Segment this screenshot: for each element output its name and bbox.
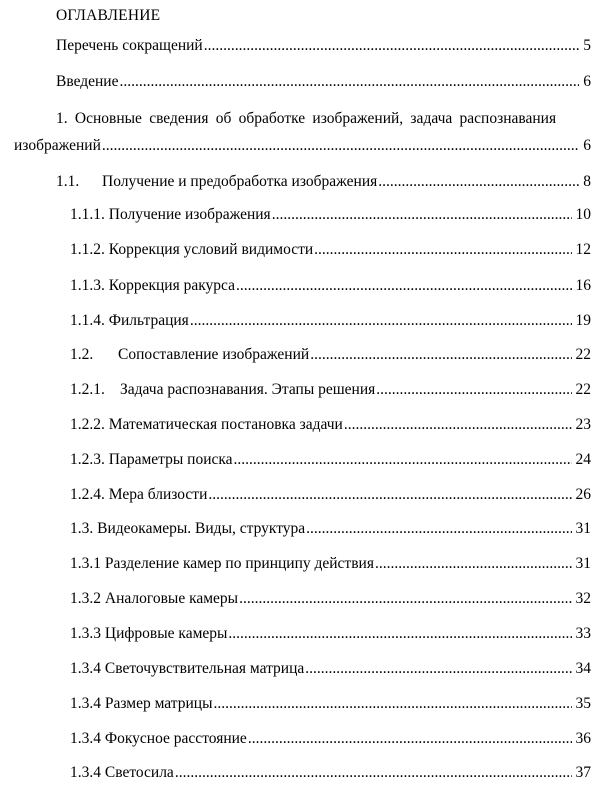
toc-entry-page: 35	[575, 695, 591, 712]
toc-leader-dots	[272, 205, 572, 225]
toc-entry-page: 36	[575, 730, 591, 747]
toc-entry-text: изображений	[14, 137, 101, 154]
toc-leader-dots	[306, 519, 571, 539]
toc-leader-dots	[305, 659, 571, 679]
toc-entry-abbreviations[interactable]	[56, 36, 591, 56]
toc-entry-text: 1.1.4. Фильтрация	[70, 312, 189, 329]
toc-entry-page: 8	[583, 173, 591, 190]
toc-entry-text: Сопоставление изображений	[118, 346, 310, 363]
toc-leader-dots	[314, 240, 571, 260]
toc-entry-page: 22	[575, 381, 591, 398]
toc-entry-text: Перечень сокращений	[56, 37, 203, 54]
toc-entry-page: 6	[583, 137, 591, 154]
page-title: ОГЛАВЛЕНИЕ	[56, 7, 161, 24]
toc-entry-text: 1.3.3 Цифровые камеры	[70, 625, 228, 642]
toc-entry-text: Получение и предобработка изображения	[102, 173, 378, 190]
toc-entry-page: 26	[575, 486, 591, 503]
toc-leader-dots	[190, 311, 572, 331]
toc-entry-page: 12	[575, 241, 591, 258]
toc-entry-1-3-1[interactable]	[70, 554, 591, 574]
toc-entry-page: 24	[575, 451, 591, 468]
toc-entry-text: 1.1.3. Коррекция ракурса	[70, 277, 235, 294]
toc-entry-1-2[interactable]	[70, 345, 591, 365]
toc-entry-text: 1.1.2. Коррекция условий видимости	[70, 241, 314, 258]
toc-entry-page: 32	[575, 590, 591, 607]
toc-entry-page: 6	[583, 73, 591, 90]
toc-leader-dots	[234, 450, 572, 470]
toc-leader-dots	[102, 136, 579, 156]
toc-entry-text: 1.2.3. Параметры поиска	[70, 451, 233, 468]
toc-entry-1-2-3[interactable]	[70, 450, 591, 470]
toc-entry-text: 1.3.4 Светочувствительная матрица	[70, 660, 305, 677]
toc-leader-dots	[214, 694, 572, 714]
toc-entry-page: 37	[575, 764, 591, 781]
toc-entry-chapter-1-line1[interactable]: 1. Основные сведения об обработке изображений, задача распознавания	[56, 110, 557, 127]
toc-entry-1-3-4-matrix-size[interactable]	[70, 694, 591, 714]
toc-entry-page: 10	[575, 206, 591, 223]
toc-leader-dots	[376, 380, 571, 400]
toc-entry-1-3-3[interactable]	[70, 624, 591, 644]
toc-entry-number: 1.2.	[70, 346, 94, 363]
toc-leader-dots	[344, 415, 572, 435]
toc-entry-introduction[interactable]	[56, 72, 591, 92]
toc-leader-dots	[378, 172, 579, 192]
toc-entry-1-2-2[interactable]	[70, 415, 591, 435]
toc-entry-text: 1.2.4. Мера близости	[70, 486, 208, 503]
toc-entry-1-1-4[interactable]	[70, 311, 591, 331]
toc-entry-text: Задача распознавания. Этапы решения	[120, 381, 376, 398]
toc-leader-dots	[310, 345, 571, 365]
toc-leader-dots	[236, 276, 572, 296]
toc-entry-page: 23	[575, 416, 591, 433]
toc-entry-page: 19	[575, 312, 591, 329]
toc-entry-page: 34	[575, 660, 591, 677]
toc-entry-text: Введение	[56, 73, 119, 90]
toc-entry-number: 1.2.1.	[70, 381, 105, 398]
toc-entry-1-3-4-matrix[interactable]	[70, 659, 591, 679]
toc-entry-1-3[interactable]	[70, 519, 591, 539]
toc-entry-text: 1.1.1. Получение изображения	[70, 206, 271, 223]
toc-entry-text: 1.3.1 Разделение камер по принципу действия	[70, 555, 374, 572]
toc-entry-1-3-2[interactable]	[70, 589, 591, 609]
toc-leader-dots	[248, 729, 572, 749]
toc-entry-1-2-4[interactable]	[70, 485, 591, 505]
toc-entry-text: 1.2.2. Математическая постановка задачи	[70, 416, 343, 433]
toc-entry-1-3-4-focal-length[interactable]	[70, 729, 591, 749]
toc-entry-text: 1.3. Видеокамеры. Виды, структура	[70, 520, 306, 537]
toc-entry-1-3-4-aperture[interactable]	[70, 763, 591, 783]
toc-leader-dots	[175, 763, 572, 783]
toc-entry-number: 1.1.	[56, 173, 80, 190]
toc-entry-1-1-3[interactable]	[70, 276, 591, 296]
toc-entry-page: 31	[575, 555, 591, 572]
toc-entry-text: 1.3.4 Фокусное расстояние	[70, 730, 247, 747]
toc-entry-1-1-2[interactable]	[70, 240, 591, 260]
toc-entry-page: 16	[575, 277, 591, 294]
toc-leader-dots	[375, 554, 572, 574]
toc-entry-1-2-1[interactable]	[70, 380, 591, 400]
toc-leader-dots	[119, 72, 579, 92]
toc-leader-dots	[239, 589, 571, 609]
toc-entry-1-1-1[interactable]	[70, 205, 591, 225]
toc-entry-text: 1.3.4 Размер матрицы	[70, 695, 213, 712]
toc-entry-1-1[interactable]	[56, 172, 591, 192]
toc-entry-chapter-1[interactable]	[14, 136, 591, 156]
toc-leader-dots	[204, 36, 580, 56]
toc-leader-dots	[228, 624, 571, 644]
toc-entry-page: 33	[575, 625, 591, 642]
toc-entry-page: 31	[575, 520, 591, 537]
toc-leader-dots	[208, 485, 571, 505]
toc-entry-page: 5	[583, 37, 591, 54]
toc-entry-page: 22	[575, 346, 591, 363]
toc-entry-text: 1.3.4 Светосила	[70, 764, 174, 781]
toc-entry-text: 1.3.2 Аналоговые камеры	[70, 590, 239, 607]
